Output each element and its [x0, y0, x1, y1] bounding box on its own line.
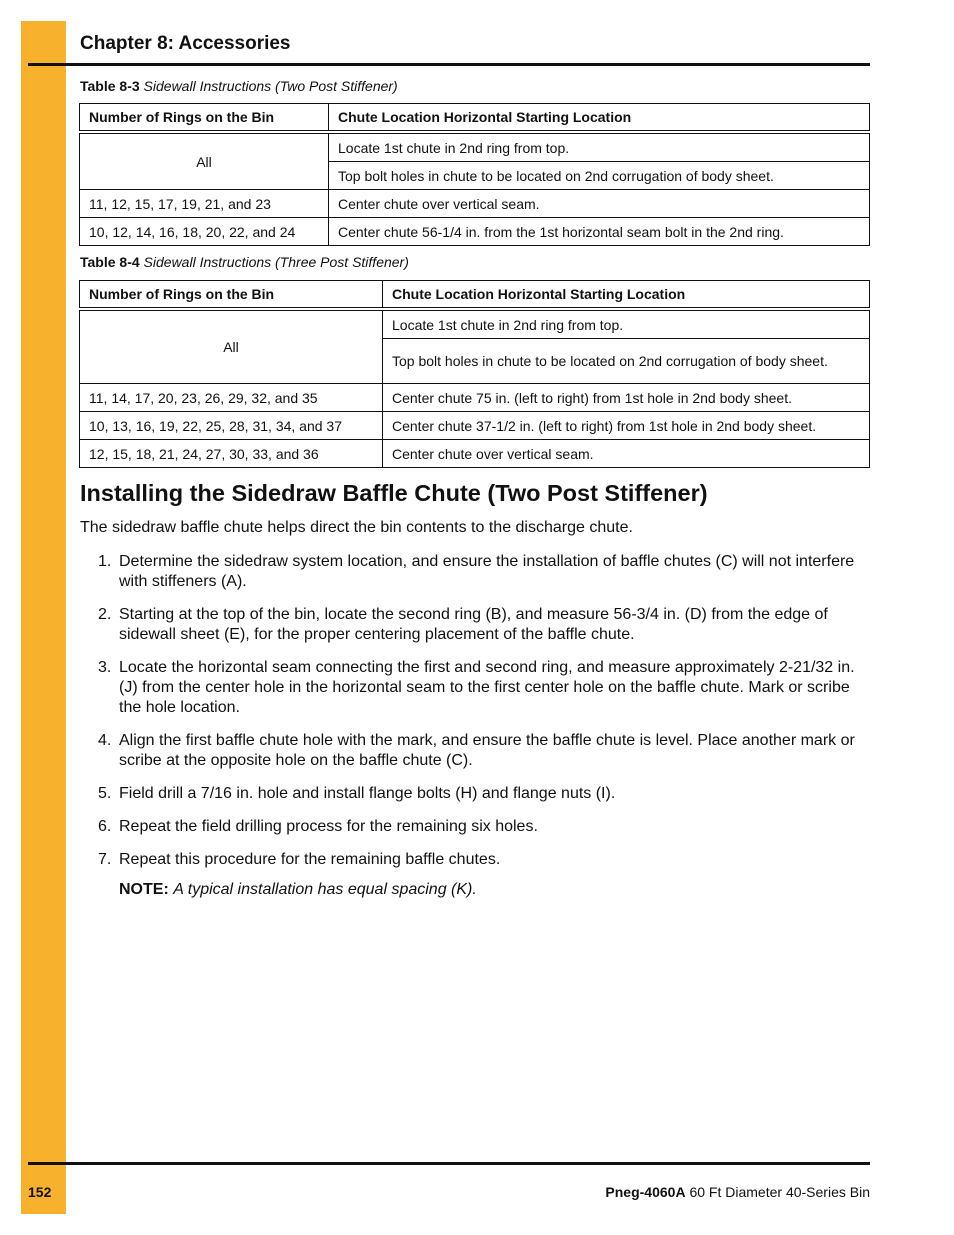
- table-cell: Center chute over vertical seam.: [383, 440, 870, 468]
- list-item: [80, 658, 872, 718]
- step-number: 6.: [98, 818, 112, 835]
- step-number: 7.: [98, 851, 112, 868]
- table1-header-rings: Number of Rings on the Bin: [80, 104, 329, 133]
- table-cell: 11, 14, 17, 20, 23, 26, 29, 32, and 35: [80, 384, 383, 412]
- footer-doc: [605, 1184, 870, 1200]
- table2-label: Table 8-4: [80, 254, 140, 270]
- note-label: NOTE:: [119, 881, 169, 898]
- step-number: 4.: [98, 732, 112, 749]
- list-item: [80, 850, 872, 870]
- table-cell: Top bolt holes in chute to be located on 2nd corrugation of body sheet.: [329, 162, 870, 190]
- table2-header-rings: Number of Rings on the Bin: [80, 281, 383, 310]
- instruction-steps: [80, 552, 872, 883]
- table-cell: Locate 1st chute in 2nd ring from top.: [383, 309, 870, 339]
- table-row: [80, 384, 870, 412]
- table1-header-row: [80, 104, 870, 133]
- table-cell: Center chute 37-1/2 in. (left to right) from 1st hole in 2nd body sheet.: [383, 412, 870, 440]
- list-item: [80, 817, 872, 837]
- table-cell: 12, 15, 18, 21, 24, 27, 30, 33, and 36: [80, 440, 383, 468]
- step-number: 3.: [98, 659, 112, 676]
- table2-title: Sidewall Instructions (Three Post Stiffener): [143, 254, 409, 270]
- accent-sidebar: [21, 21, 66, 1214]
- step-text: Determine the sidedraw system location, and ensure the installation of baffle chutes (C) will not interfere with stiffeners (A).: [119, 553, 855, 590]
- step-number: 2.: [98, 606, 112, 623]
- step-text: Field drill a 7/16 in. hole and install flange bolts (H) and flange nuts (I).: [119, 785, 616, 802]
- note-text: A typical installation has equal spacing (K).: [173, 881, 477, 898]
- list-item: [80, 731, 872, 771]
- page-number: 152: [28, 1184, 52, 1200]
- table-row: [80, 218, 870, 246]
- table2-header-row: [80, 281, 870, 310]
- table1-header-location: Chute Location Horizontal Starting Location: [329, 104, 870, 133]
- step-text: Locate the horizontal seam connecting the first and second ring, and measure approximately 2-21/32 in. (J) from the center hole in the horizontal seam to the first center hole on the baffle chute. Mark or scribe the hole location.: [119, 659, 855, 716]
- table2-caption: [80, 254, 409, 270]
- table-cell: Center chute 75 in. (left to right) from 1st hole in 2nd body sheet.: [383, 384, 870, 412]
- table-row: [80, 440, 870, 468]
- table1-caption: [80, 78, 398, 94]
- list-item: [80, 605, 872, 645]
- footer-doc-id: Pneg-4060A: [605, 1184, 686, 1200]
- chapter-title: Chapter 8: Accessories: [80, 33, 291, 54]
- table2-group-label: All: [80, 309, 383, 384]
- table-cell: 10, 13, 16, 19, 22, 25, 28, 31, 34, and 37: [80, 412, 383, 440]
- table1-group-label: All: [80, 132, 329, 190]
- table-cell: Center chute over vertical seam.: [329, 190, 870, 218]
- list-item: [80, 552, 872, 592]
- table-row: [80, 132, 870, 162]
- table-cell: Center chute 56-1/4 in. from the 1st horizontal seam bolt in the 2nd ring.: [329, 218, 870, 246]
- section-heading: Installing the Sidedraw Baffle Chute (Two Post Stiffener): [80, 480, 708, 506]
- step-number: 1.: [98, 553, 112, 570]
- footer-rule: [28, 1162, 870, 1165]
- table-cell: Top bolt holes in chute to be located on 2nd corrugation of body sheet.: [383, 339, 870, 384]
- table1-label: Table 8-3: [80, 78, 140, 94]
- table1-title: Sidewall Instructions (Two Post Stiffener): [143, 78, 398, 94]
- table-cell: Locate 1st chute in 2nd ring from top.: [329, 132, 870, 162]
- table-row: [80, 309, 870, 339]
- step-number: 5.: [98, 785, 112, 802]
- table-row: [80, 412, 870, 440]
- step-text: Align the first baffle chute hole with the mark, and ensure the baffle chute is level. Place another mark or scribe at the opposite hole on the baffle chute (C).: [119, 732, 855, 769]
- table-cell: 10, 12, 14, 16, 18, 20, 22, and 24: [80, 218, 329, 246]
- step-text: Repeat the field drilling process for the remaining six holes.: [119, 818, 538, 835]
- section-intro: The sidedraw baffle chute helps direct the bin contents to the discharge chute.: [80, 519, 633, 536]
- table2: [79, 280, 870, 468]
- table-row: [80, 190, 870, 218]
- table1: [79, 103, 870, 246]
- list-item: [80, 784, 872, 804]
- table2-header-location: Chute Location Horizontal Starting Location: [383, 281, 870, 310]
- step-text: Starting at the top of the bin, locate the second ring (B), and measure 56-3/4 in. (D) from the edge of sidewall sheet (E), for the proper centering placement of the baffle chute.: [119, 606, 828, 643]
- table-cell: 11, 12, 15, 17, 19, 21, and 23: [80, 190, 329, 218]
- footer-doc-title: 60 Ft Diameter 40-Series Bin: [689, 1184, 870, 1200]
- header-rule: [28, 63, 870, 66]
- note: [119, 881, 477, 899]
- step-text: Repeat this procedure for the remaining baffle chutes.: [119, 851, 501, 868]
